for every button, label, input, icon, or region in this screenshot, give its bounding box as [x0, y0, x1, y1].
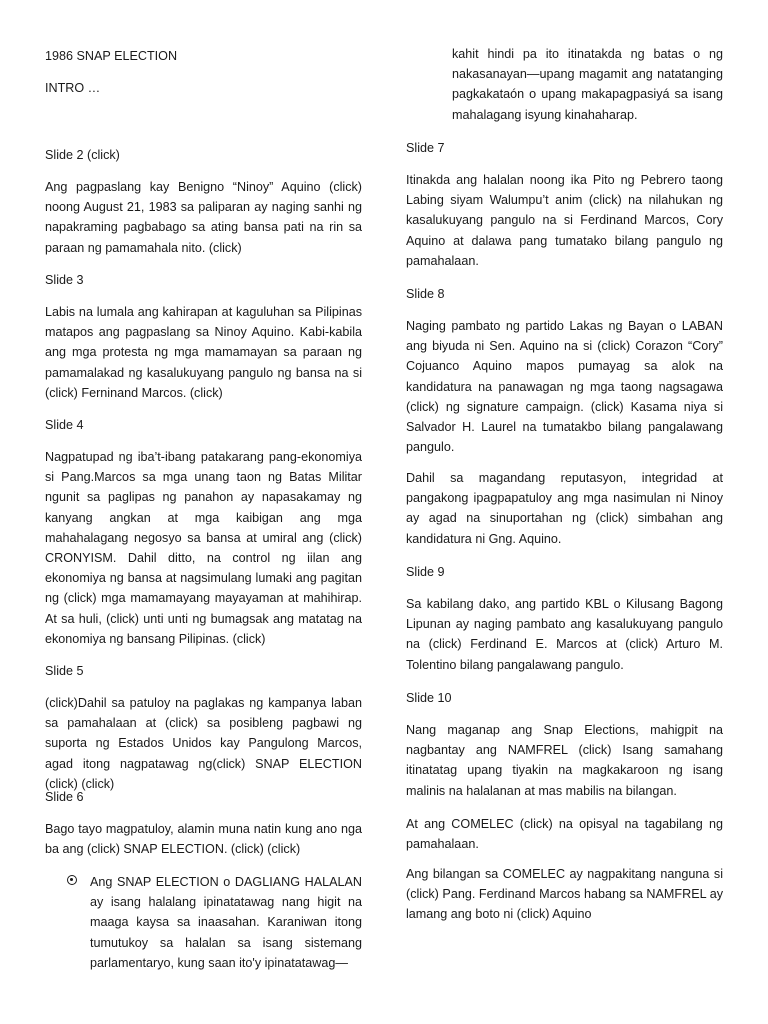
bullet-continuation-paragraph: kahit hindi pa ito itinatakda ng batas o ng nakasanayan—upang magamit ang natatanging pagkakataón o upang makapagpasiyá sa isang mahalagang isyung kinahaharap. [452, 47, 723, 122]
slide-5-paragraph: (click)Dahil sa patuloy na paglakas ng kampanya laban sa pamahalaan at (click) sa posibleng pagbawi ng suporta ng Estados Unidos kay Pangulong Marcos, agad itong nagpatawag ng(click) SNAP ELECTION (click) (click) [45, 696, 362, 791]
bullet-paragraph: Ang SNAP ELECTION o DAGLIANG HALALAN ay isang halalang ipinatatawag nang higit na maaga kaysa sa inaasahan. Karaniwan itong tumutukoy sa halalan sa isang sistemang parlamentaryo, kung saan ito'y ipinatatawag— [90, 875, 362, 970]
slide-4-heading: Slide 4 [45, 418, 84, 432]
slide-2-heading: Slide 2 (click) [45, 148, 120, 162]
slide-9-paragraph: Sa kabilang dako, ang partido KBL o Kilusang Bagong Lipunan ay naging pambato ang kasalukuyang pangulo na (click) Ferdinand E. Marcos at (click) Arturo M. Tolentino bilang pangalawang pangulo. [406, 597, 723, 672]
slide-8-paragraph-2: Dahil sa magandang reputasyon, integridad at pangakong ipagpapatuloy ang mga nasimulan ni Ninoy ay agad na sinuportahan ng (click) simbahan ang kandidatura ni Gng. Aquino. [406, 471, 723, 546]
document-title: 1986 SNAP ELECTION [45, 49, 178, 63]
circle-bullet-icon [67, 875, 77, 885]
slide-5-heading: Slide 5 [45, 664, 84, 678]
slide-9-heading: Slide 9 [406, 565, 445, 579]
slide-10-paragraph-3: Ang bilangan sa COMELEC ay nagpakitang nanguna si (click) Pang. Ferdinand Marcos habang sa NAMFREL ay lamang ang boto ni (click) Aquino [406, 867, 723, 922]
slide-6-paragraph: Bago tayo magpatuloy, alamin muna natin kung ano nga ba ang (click) SNAP ELECTION. (click) (click) [45, 822, 362, 857]
slide-3-heading: Slide 3 [45, 273, 84, 287]
slide-2-paragraph: Ang pagpaslang kay Benigno “Ninoy” Aquino (click) noong August 21, 1983 sa paliparan ay naging sanhi ng napakraming pagbabago sa ating bansa pati na rin sa paraan ng pamamahala nito. (click) [45, 180, 362, 255]
slide-8-paragraph-1: Naging pambato ng partido Lakas ng Bayan o LABAN ang biyuda ni Sen. Aquino na si (click) Corazon “Cory” Cojuanco Aquino mapos pumayag sa alok na kandidatura na panawagan ng mga taong nagsagawa (click) ng signature campaign. (click) Kasama niya si Salvador H. Laurel na tumatakbo bilang pangalawang pangulo. [406, 319, 723, 455]
slide-10-heading: Slide 10 [406, 691, 452, 705]
slide-3-paragraph: Labis na lumala ang kahirapan at kaguluhan sa Pilipinas matapos ang pagpaslang sa Ninoy Aquino. Kabi-kabila ang mga protesta ng mga mamamayan sa paraan ng pamamalakad ng kasalukuyang pangulo ng bansa na si (click) Ferninand Marcos. (click) [45, 305, 362, 400]
slide-7-heading: Slide 7 [406, 141, 445, 155]
slide-10-paragraph-2: At ang COMELEC (click) na opisyal na tagabilang ng pamahalaan. [406, 817, 723, 852]
slide-10-paragraph-1: Nang maganap ang Snap Elections, mahigpit na nagbantay ang NAMFREL (click) Isang samahang itinatatag upang tiyakin na magkakaroon ng isang malinis na halalanan at mas mabilis na bilangan. [406, 723, 723, 798]
slide-7-paragraph: Itinakda ang halalan noong ika Pito ng Pebrero taong Labing siyam Walumpu’t anim (click) na nilahukan ng kasalukuyang pangulo na si Ferdinand Marcos, Cory Aquino at dalawa pang tumatako bilang pangulo ng pamahalaan. [406, 173, 723, 268]
slide-6-heading: Slide 6 [45, 790, 84, 804]
slide-8-heading: Slide 8 [406, 287, 445, 301]
slide-4-paragraph: Nagpatupad ng iba’t-ibang patakarang pang-ekonomiya si Pang.Marcos sa mga unang taon ng Batas Militar ngunit sa paglipas ng panahon ay napasakamay ng kanyang angkan at mga kaibigan ang mga mahahalagang negosyo sa bansa at umiral ang (click) CRONYISM. Dahil ditto, na control ng iilan ang ekonomiya ng bansa at nagsimulang lumaki ang pagitan ng (click) mga mamamayang mayayaman at mahihirap. At sa huli, (click) unti unti ng bumagsak ang matatag na ekonomiya ng bansang Pilipinas. (click) [45, 450, 362, 646]
intro-heading: INTRO … [45, 81, 101, 95]
